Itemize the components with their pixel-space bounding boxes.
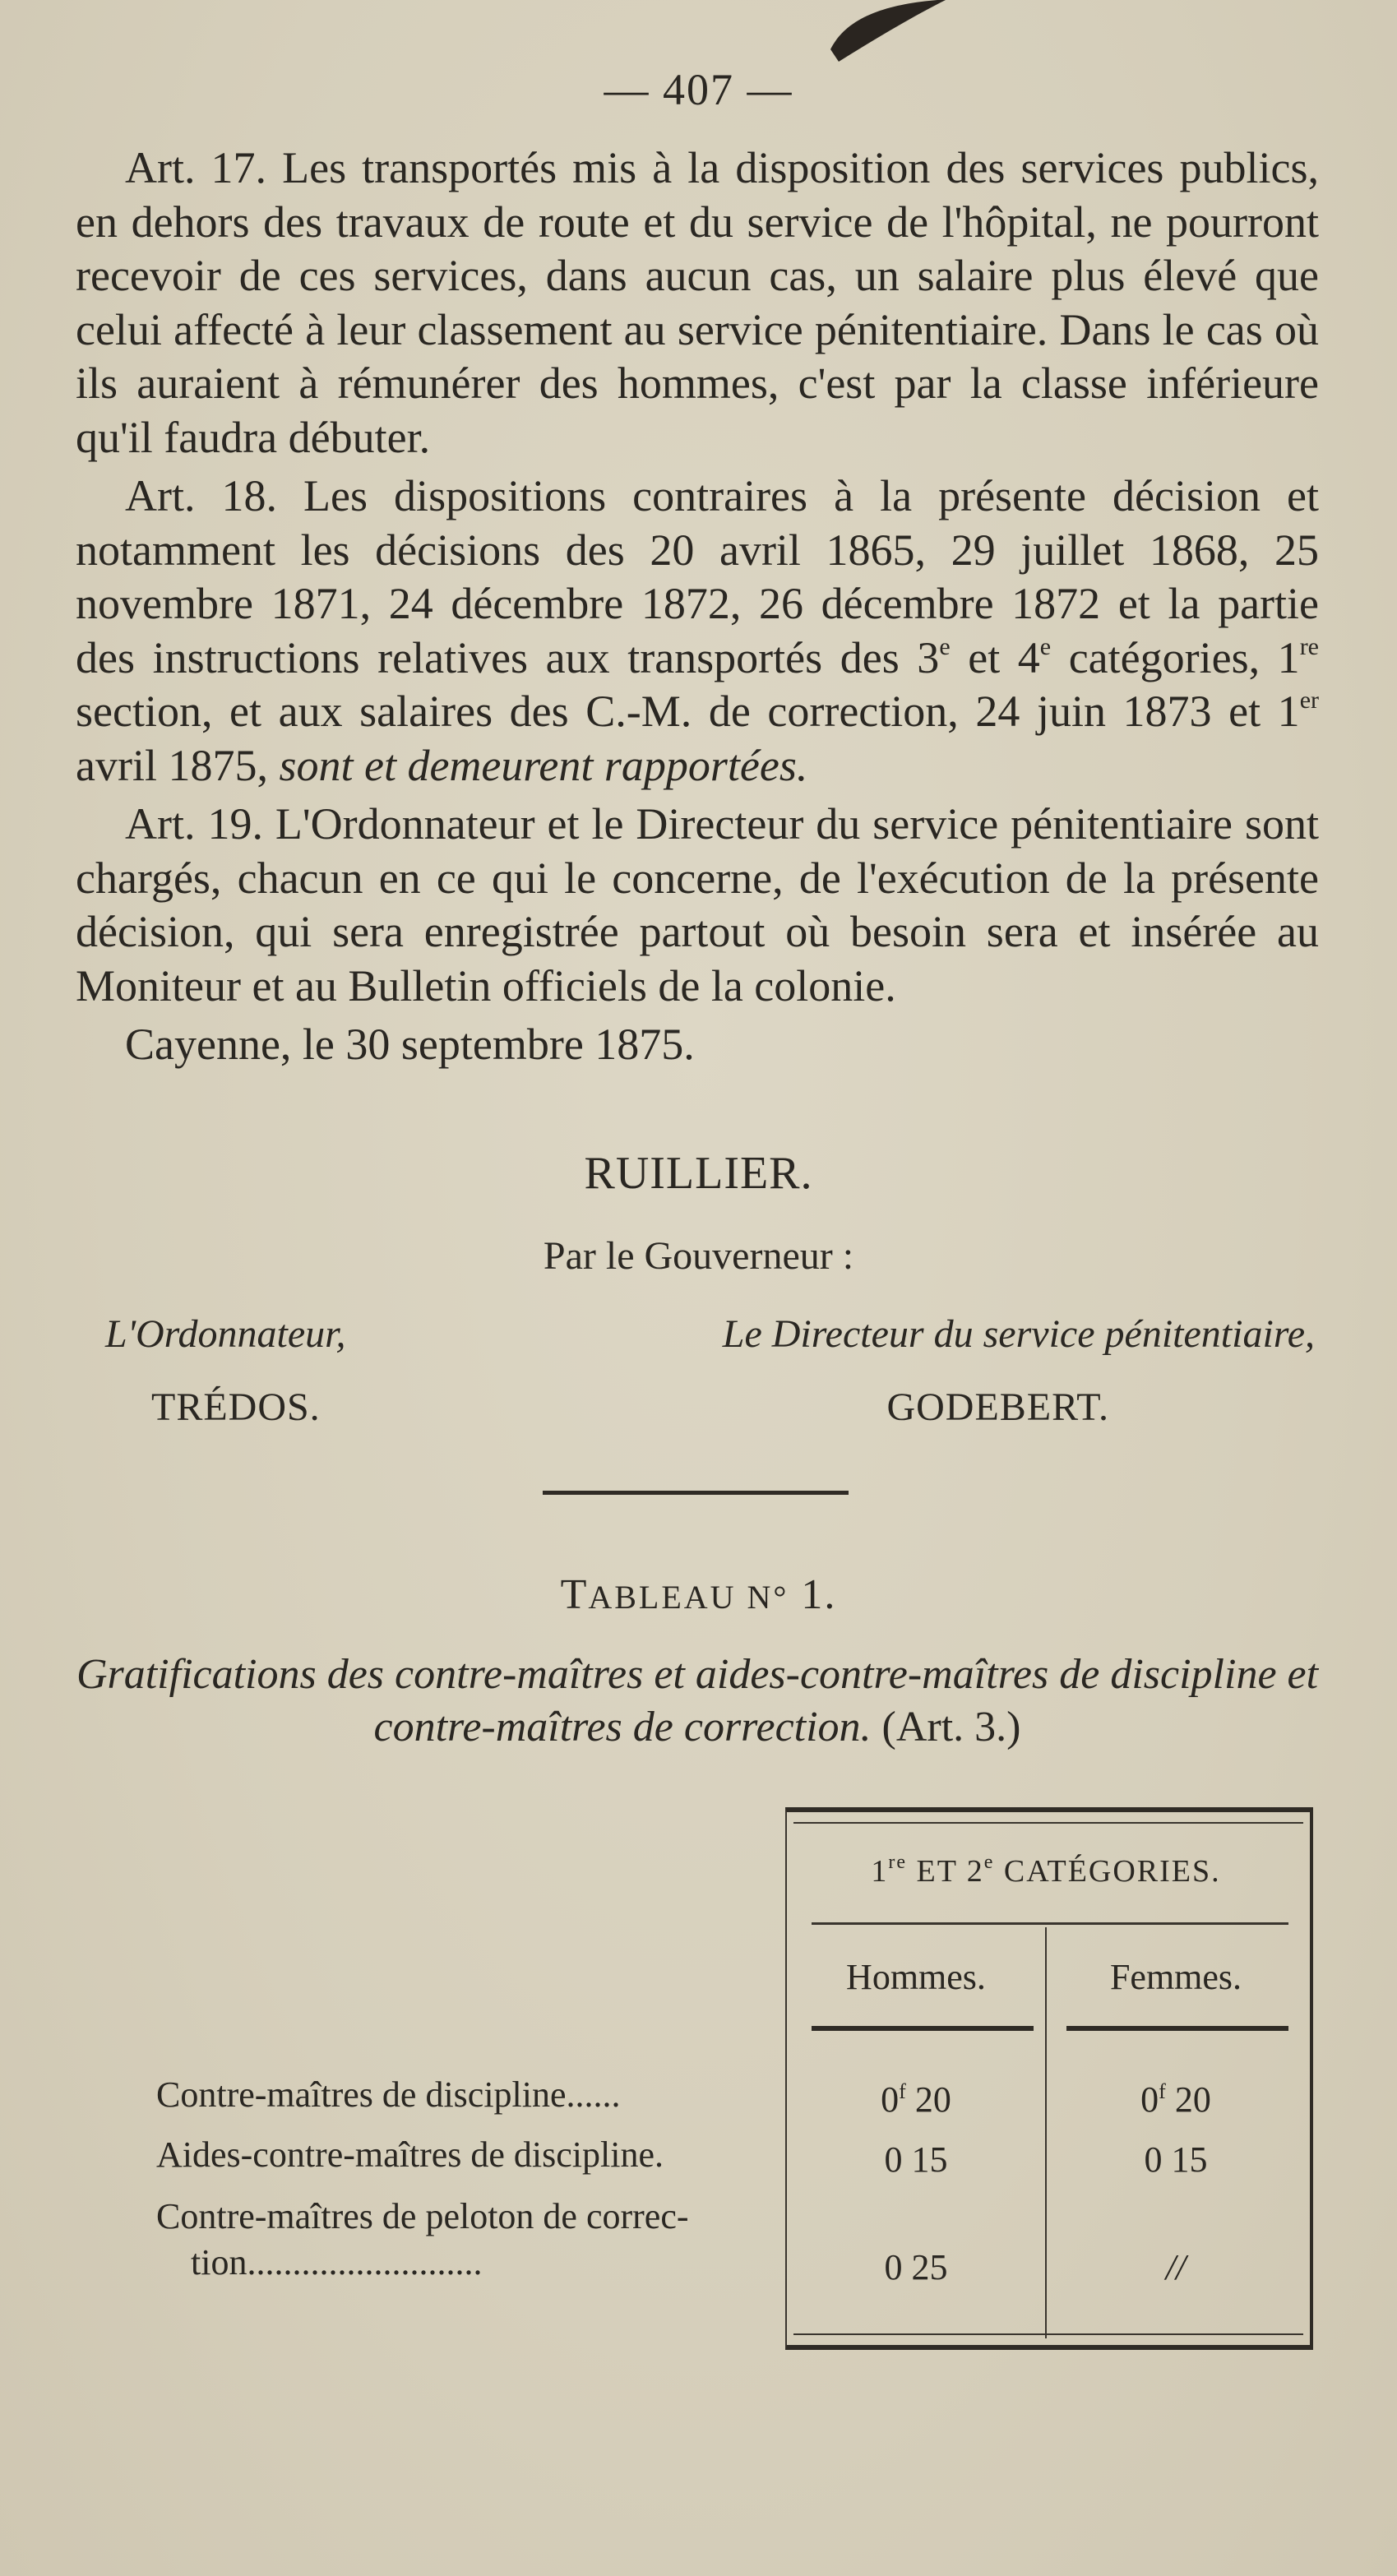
governor-signature: RUILLIER. xyxy=(584,1148,813,1199)
place-date: Cayenne, le 30 septembre 1875. xyxy=(125,1020,695,1069)
body-text xyxy=(76,141,1319,1077)
cell-femmes-row3: // xyxy=(1165,2247,1187,2287)
header-femmes: Femmes. xyxy=(1109,1957,1242,1997)
article-17: Art. 17. Les transportés mis à la disposition des services publics, en dehors des travaux de route et du service de l'hôpital, ne pourront recevoir de ces services, dans aucun cas, un salaire plus élevé que celui affecté à leur classement au service pénitentiaire. Dans le cas où ils auraient à rémunérer des hommes, c'est par la classe inférieure qu'il faudra débuter. xyxy=(76,143,1319,462)
row-label-peloton-2: tion.......................... xyxy=(191,2242,483,2282)
page-number: — 407 — xyxy=(604,65,793,114)
table-inner-rule-bottom xyxy=(793,2333,1303,2335)
cell-femmes-row1: 0$^f$ 20 xyxy=(1140,2079,1211,2120)
header-hommes: Hommes. xyxy=(846,1957,986,1997)
ordonnateur-title: L'Ordonnateur, xyxy=(105,1312,346,1356)
gratifications-table xyxy=(785,1807,1313,2350)
directeur-title: Le Directeur du service pénitentiaire, xyxy=(722,1312,1315,1356)
row-label-peloton-1: Contre-maîtres de peloton de correc- xyxy=(156,2196,689,2236)
article-19: Art. 19. L'Ordonnateur et le Directeur du service pénitentiaire sont chargés, chacun en ce qui le concerne, de l'exécution de la présente décision, qui sera enregistrée partout où besoin sera et insérée au Moniteur et au Bulletin officiels de la colonie. xyxy=(76,799,1319,1011)
par-le-gouverneur: Par le Gouverneur : xyxy=(543,1234,854,1278)
table-inner-rule-top xyxy=(793,1822,1303,1824)
row-label-contre-maitres: Contre-maîtres de discipline...... xyxy=(156,2074,621,2115)
cell-hommes-row3: 0 25 xyxy=(884,2247,948,2287)
header-rule-hommes xyxy=(812,2026,1034,2031)
article-18: Art. 18. Les dispositions contraires à la présente décision et notamment les décisions des 20 avril 1865, 29 juillet 1868, 25 novembre 1871, 24 décembre 1872, 26 décembre 1872 et la partie des instructions relatives aux transportés des 3e et 4e catégories, 1re section, et aux salaires des C.-M. de correction, 24 juin 1873 et 1er avril 1875, sont et demeurent rapportées. xyxy=(76,471,1319,790)
row-label-aides: Aides-contre-maîtres de discipline. xyxy=(156,2134,664,2175)
tableau-caption: Gratifications des contre-maîtres et aides-contre-maîtres de discipline et contre-maîtres de correction. (Art. 3.) xyxy=(76,1651,1319,1750)
cell-femmes-row2: 0 15 xyxy=(1144,2139,1208,2180)
ink-stain-mark xyxy=(822,0,946,66)
ordonnateur-name: TRÉDOS. xyxy=(151,1385,321,1429)
header-rule-femmes xyxy=(1066,2026,1288,2031)
header-categories: 1re ET 2e CATÉGORIES. xyxy=(871,1852,1221,1889)
cell-hommes-row1: 0$^f$ 20 xyxy=(881,2079,951,2120)
directeur-name: GODEBERT. xyxy=(886,1385,1109,1429)
tableau-title: TABLEAU N° 1. xyxy=(560,1571,837,1618)
category-rule xyxy=(812,1922,1288,1925)
cell-hommes-row2: 0 15 xyxy=(884,2139,948,2180)
section-separator xyxy=(543,1491,849,1495)
